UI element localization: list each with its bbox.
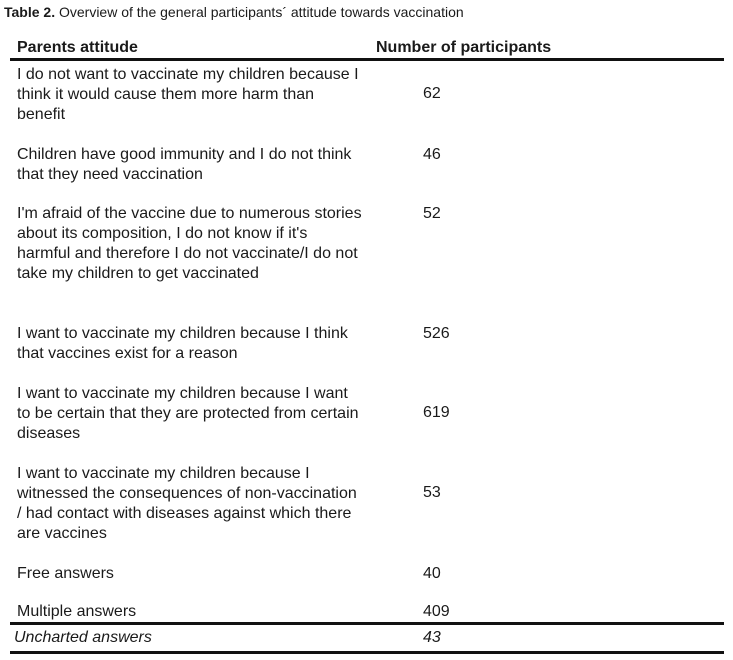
row-participant-count: 53 bbox=[423, 484, 441, 501]
table-caption-label: Table 2. bbox=[4, 4, 56, 20]
row-participant-count: 526 bbox=[423, 325, 450, 342]
table-caption-text: Overview of the general participants´ attitude towards vaccination bbox=[55, 4, 464, 20]
table-caption bbox=[4, 3, 464, 21]
header-parents-attitude: Parents attitude bbox=[17, 39, 138, 56]
footer-attitude-text: Uncharted answers bbox=[14, 629, 152, 646]
header-number-of-participants: Number of participants bbox=[376, 39, 552, 56]
table-footer-row bbox=[10, 622, 724, 654]
row-attitude-text: I want to vaccinate my children because I want to be certain that they are protected from certain diseases bbox=[17, 385, 359, 442]
row-participant-count: 62 bbox=[423, 85, 441, 102]
attitude-table bbox=[10, 36, 724, 646]
row-attitude-text: Children have good immunity and I do not think that they need vaccination bbox=[17, 146, 352, 183]
row-attitude-text: I do not want to vaccinate my children because I think it would cause them more harm than benefit bbox=[17, 66, 359, 123]
row-participant-count: 619 bbox=[423, 404, 450, 421]
row-participant-count: 409 bbox=[423, 603, 450, 620]
row-participant-count: 52 bbox=[423, 205, 441, 222]
row-attitude-text: I want to vaccinate my children because I witnessed the consequences of non-vaccination / had contact with diseases against which there are vaccines bbox=[17, 465, 357, 542]
row-attitude-text: I'm afraid of the vaccine due to numerous stories about its composition, I do not know if it's harmful and therefore I do not vaccinate/I do not take my children to get vaccinated bbox=[17, 205, 362, 282]
row-participant-count: 46 bbox=[423, 146, 441, 163]
row-attitude-text: I want to vaccinate my children because I think that vaccines exist for a reason bbox=[17, 325, 348, 362]
row-attitude-text: Multiple answers bbox=[17, 603, 137, 620]
footer-participant-count: 43 bbox=[423, 629, 441, 646]
row-attitude-text: Free answers bbox=[17, 565, 114, 582]
row-participant-count: 40 bbox=[423, 565, 441, 582]
table-header-row bbox=[10, 36, 724, 61]
